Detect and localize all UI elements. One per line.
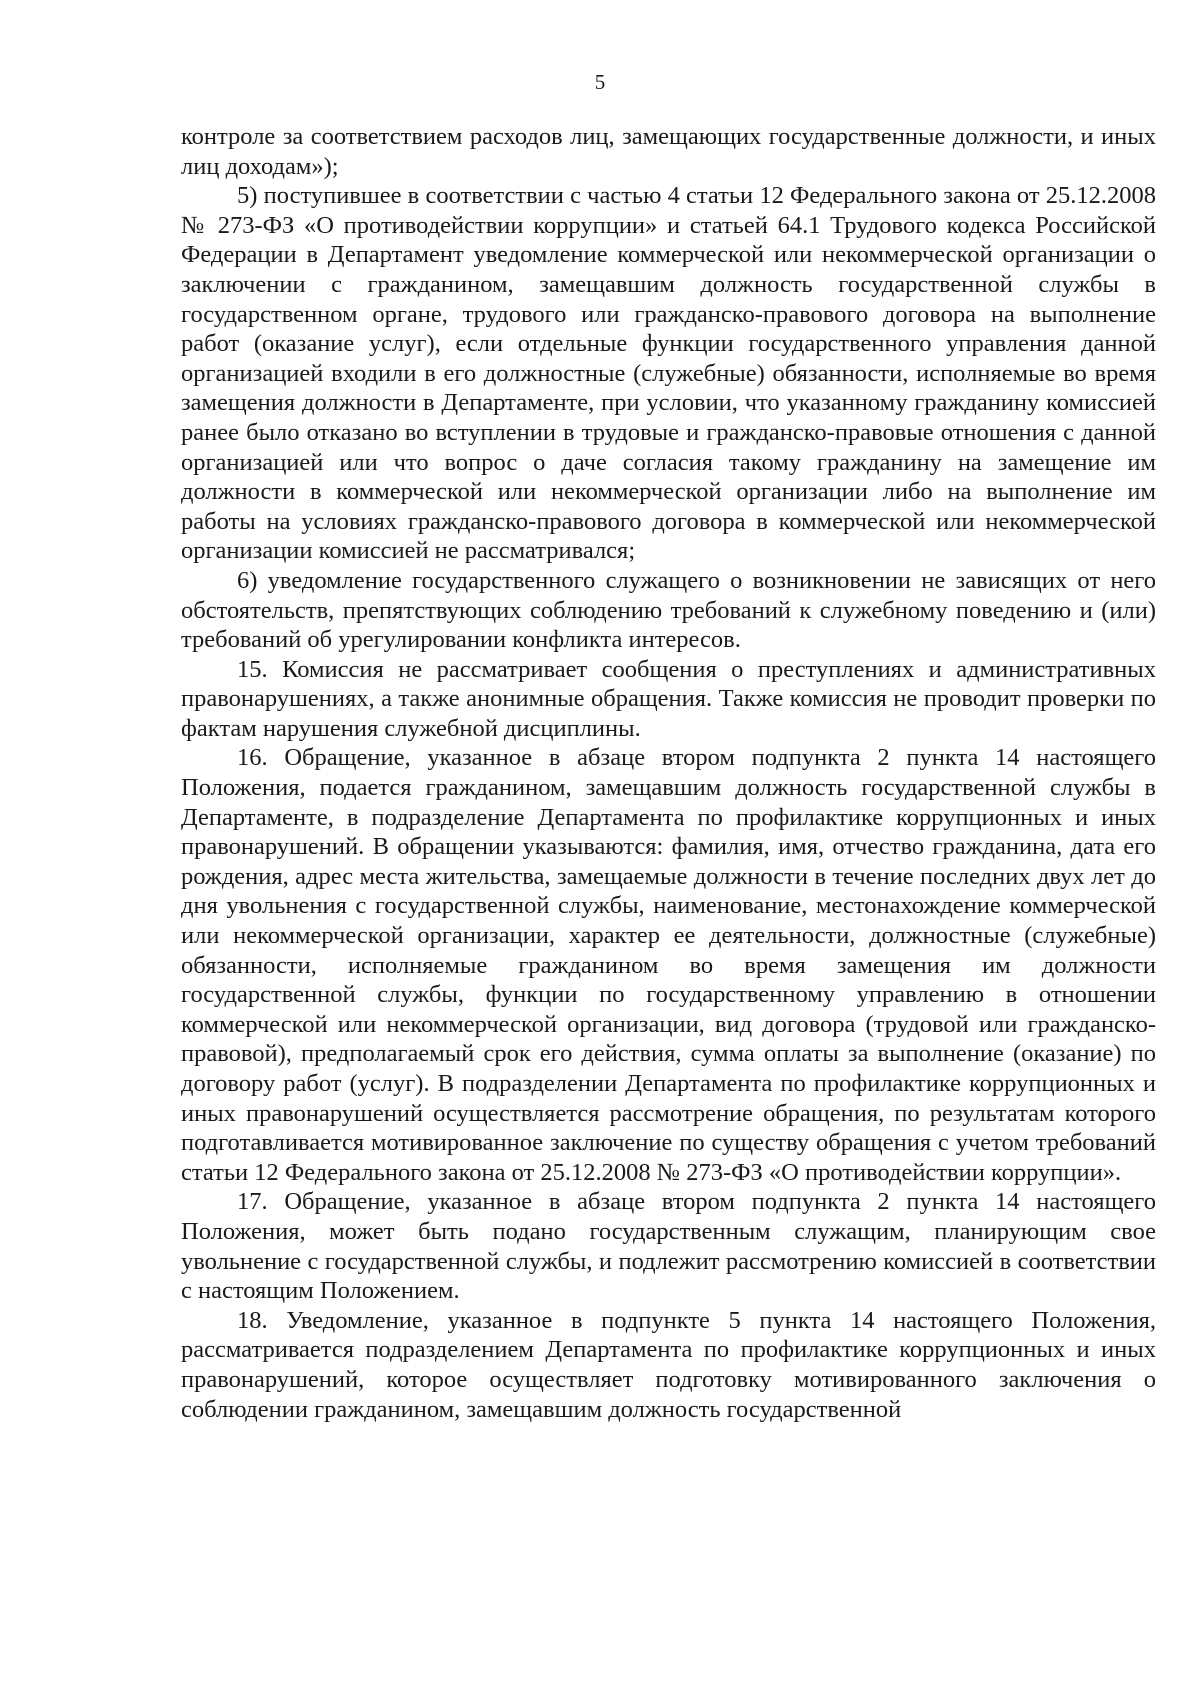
paragraph-15: 15. Комиссия не рассматривает сообщения о преступлениях и административных правонарушениях, а также анонимные обращения. Также комиссия не проводит проверки по фактам нарушения служебной дисциплины. [181,655,1156,742]
paragraph-item-6: 6) уведомление государственного служащего о возникновении не зависящих от него обстоятельств, препятствующих соблюдению требований к служебному поведению и (или) требований об урегулировании конфликта интересов. [181,566,1156,654]
paragraph-item-5: 5) поступившее в соответствии с частью 4 статьи 12 Федерального закона от 25.12.2008 № 273-ФЗ «О противодействии коррупции» и статьей 64.1 Трудового кодекса Российской Федерации в Департамент уведомление коммерческой или некоммерческой организации о заключении с гражданином, замещавшим должность государственной службы в государственном органе, трудового или гражданско-правового договора на выполнение работ (оказание услуг), если отдельные функции государственного управления данной организацией входили в его должностные (служебные) обязанности, исполняемые во время замещения должности в Департаменте, при условии, что указанному гражданину комиссией ранее было отказано во вступлении в трудовые и гражданско-правовые отношения с данной организацией или что вопрос о даче согласия такому гражданину на замещение им должности в коммерческой или некоммерческой организации либо на выполнение им работы на условиях гражданско-правового договора в коммерческой или некоммерческой организации комиссией не рассматривался; [181,182,1156,565]
page-number: 5 [594,70,606,94]
paragraph-17: 17. Обращение, указанное в абзаце втором подпункта 2 пункта 14 настоящего Положения, может быть подано государственным служащим, планирующим свое увольнение с государственной службы, и подлежит рассмотрению комиссией в соответствии с настоящим Положением. [181,1188,1156,1305]
paragraph-16: 16. Обращение, указанное в абзаце втором подпункта 2 пункта 14 настоящего Положения, подается гражданином, замещавшим должность государственной службы в Департаменте, в подразделение Департамента по профилактике коррупционных и иных правонарушений. В обращении указываются: фамилия, имя, отчество гражданина, дата его рождения, адрес места жительства, замещаемые должности в течение последних двух лет до дня увольнения с государственной службы, наименование, местонахождение коммерческой или некоммерческой организации, характер ее деятельности, должностные (служебные) обязанности, исполняемые гражданином во время замещения им должности государственной службы, функции по государственному управлению в отношении коммерческой или некоммерческой организации, вид договора (трудовой или гражданско-правовой), предполагаемый срок его действия, сумма оплаты за выполнение (оказание) по договору работ (услуг). В подразделении Департамента по профилактике коррупционных и иных правонарушений осуществляется рассмотрение обращения, по результатам которого подготавливается мотивированное заключение по существу обращения с учетом требований статьи 12 Федерального закона от 25.12.2008 № 273-ФЗ «О противодействии коррупции». [181,744,1156,1186]
paragraph-continuation: контроле за соответствием расходов лиц, замещающих государственные должности, и иных лиц доходам»); [181,123,1156,180]
document-body [181,122,1156,1424]
paragraph-18: 18. Уведомление, указанное в подпункте 5 пункта 14 настоящего Положения, рассматривается подразделением Департамента по профилактике коррупционных и иных правонарушений, которое осуществляет подготовку мотивированного заключения о соблюдении гражданином, замещавшим должность государственной [181,1306,1156,1423]
